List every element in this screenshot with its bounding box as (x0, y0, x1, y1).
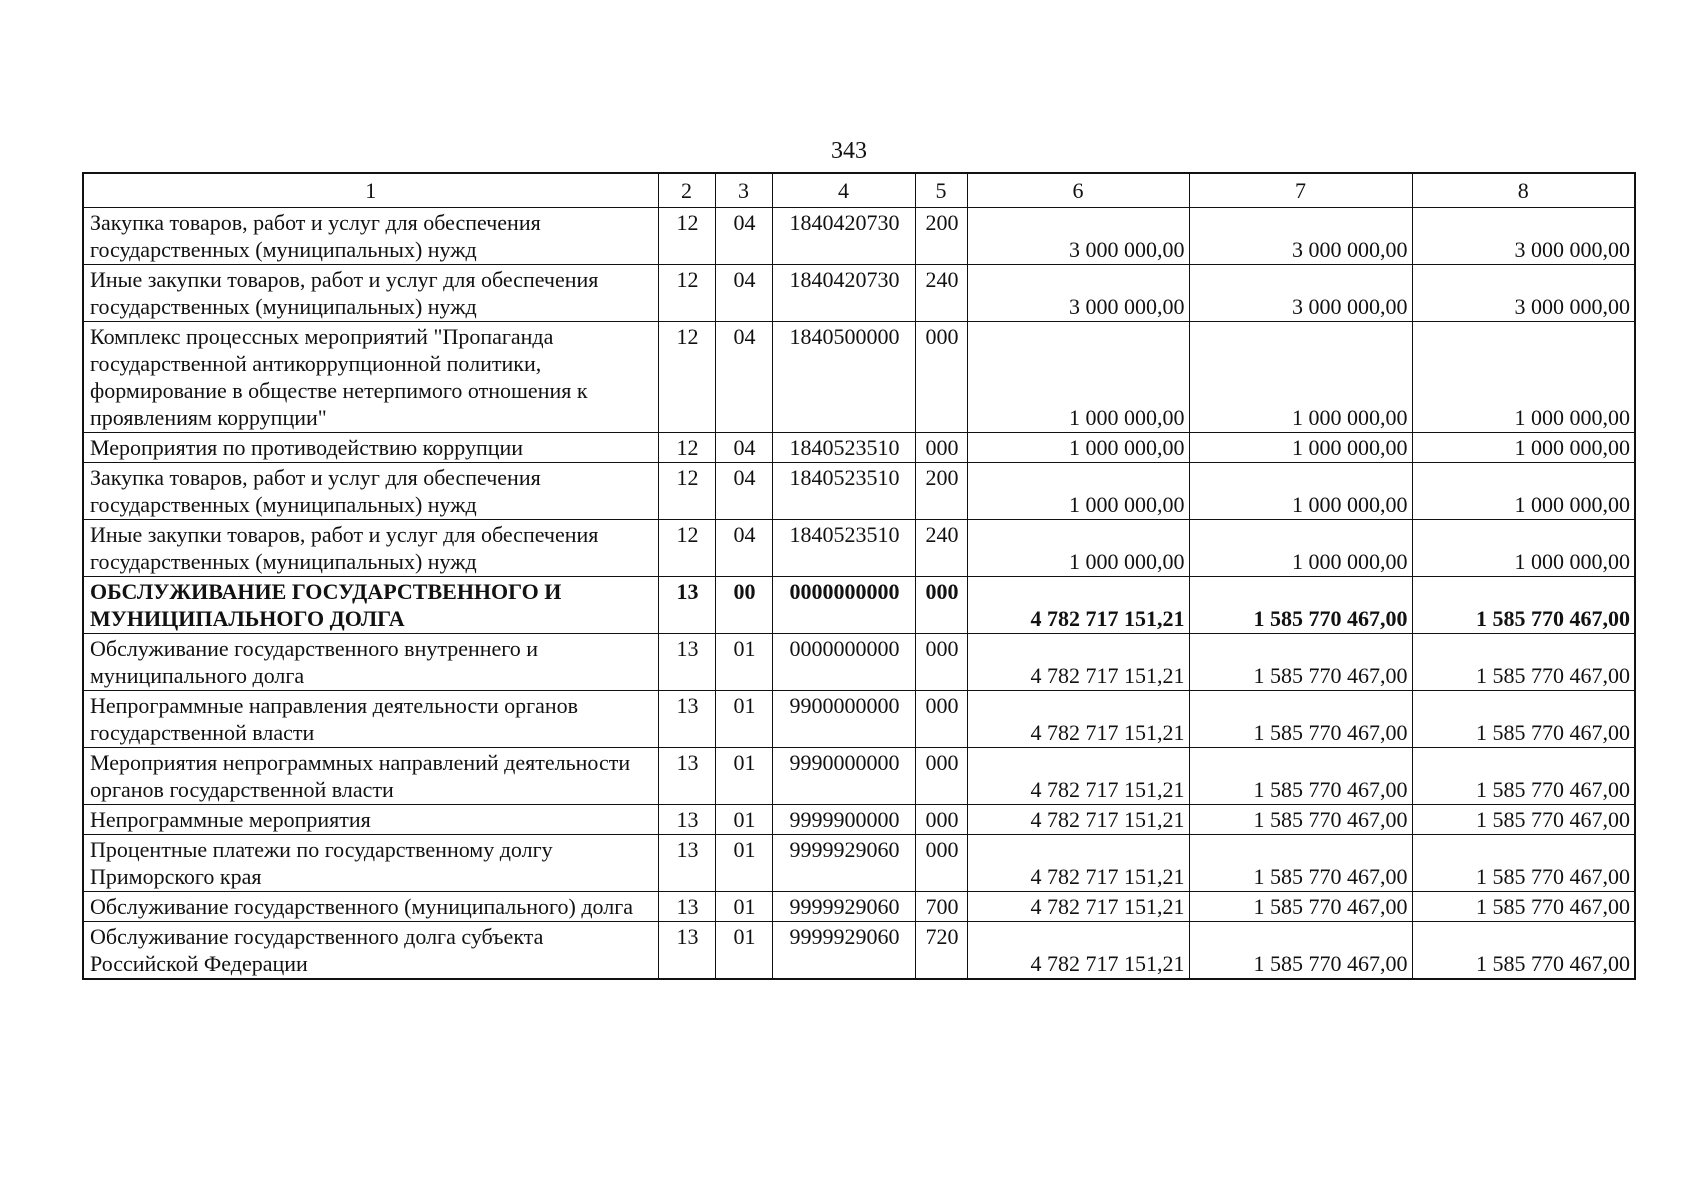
amount-col6-cell: 4 782 717 151,21 (967, 835, 1189, 892)
header-cell: 8 (1412, 173, 1635, 208)
amount-col7-cell: 3 000 000,00 (1189, 208, 1412, 265)
amount-col7-cell: 1 585 770 467,00 (1189, 892, 1412, 922)
amount-col7-cell: 1 585 770 467,00 (1189, 748, 1412, 805)
amount-col6-cell: 4 782 717 151,21 (967, 805, 1189, 835)
subsection-code-cell: 01 (715, 892, 772, 922)
amount-col6-cell: 4 782 717 151,21 (967, 892, 1189, 922)
expense-type-cell: 000 (915, 748, 967, 805)
row-name-cell: Мероприятия непрограммных направлений деятельности органов государственной власти (83, 748, 658, 805)
header-cell: 5 (915, 173, 967, 208)
expense-type-cell: 000 (915, 634, 967, 691)
amount-col6-cell: 4 782 717 151,21 (967, 691, 1189, 748)
amount-col8-cell: 1 585 770 467,00 (1412, 805, 1635, 835)
table-row (83, 892, 1635, 922)
amount-col6-cell: 4 782 717 151,21 (967, 634, 1189, 691)
expense-type-cell: 000 (915, 577, 967, 634)
expense-type-cell: 000 (915, 322, 967, 433)
table-row (83, 322, 1635, 433)
amount-col8-cell: 1 000 000,00 (1412, 433, 1635, 463)
amount-col8-cell: 1 585 770 467,00 (1412, 892, 1635, 922)
row-name-cell: Закупка товаров, работ и услуг для обеспечения государственных (муниципальных) нужд (83, 208, 658, 265)
section-code-cell: 13 (658, 691, 715, 748)
row-name-cell: Непрограммные мероприятия (83, 805, 658, 835)
amount-col8-cell: 1 585 770 467,00 (1412, 577, 1635, 634)
header-cell: 4 (772, 173, 915, 208)
amount-col7-cell: 1 585 770 467,00 (1189, 805, 1412, 835)
table-row (83, 835, 1635, 892)
amount-col6-cell: 1 000 000,00 (967, 463, 1189, 520)
amount-col8-cell: 1 585 770 467,00 (1412, 748, 1635, 805)
target-code-cell: 1840420730 (772, 208, 915, 265)
subsection-code-cell: 01 (715, 805, 772, 835)
section-code-cell: 12 (658, 463, 715, 520)
subsection-code-cell: 01 (715, 634, 772, 691)
section-code-cell: 12 (658, 265, 715, 322)
subsection-code-cell: 01 (715, 835, 772, 892)
subsection-code-cell: 04 (715, 322, 772, 433)
expense-type-cell: 700 (915, 892, 967, 922)
table-row (83, 577, 1635, 634)
row-name-cell: Иные закупки товаров, работ и услуг для обеспечения государственных (муниципальных) нужд (83, 520, 658, 577)
target-code-cell: 9999929060 (772, 892, 915, 922)
table-row (83, 520, 1635, 577)
header-cell: 6 (967, 173, 1189, 208)
amount-col6-cell: 1 000 000,00 (967, 520, 1189, 577)
amount-col7-cell: 1 000 000,00 (1189, 463, 1412, 520)
header-cell: 3 (715, 173, 772, 208)
page-number: 343 (831, 138, 867, 164)
row-name-cell: Комплекс процессных мероприятий "Пропаганда государственной антикоррупционной политики, формирование в обществе нетерпимого отношения к проявлениям коррупции" (83, 322, 658, 433)
subsection-code-cell: 04 (715, 433, 772, 463)
row-name-cell: Непрограммные направления деятельности органов государственной власти (83, 691, 658, 748)
amount-col6-cell: 3 000 000,00 (967, 208, 1189, 265)
subsection-code-cell: 01 (715, 922, 772, 980)
amount-col8-cell: 1 585 770 467,00 (1412, 922, 1635, 980)
table-row (83, 463, 1635, 520)
amount-col8-cell: 3 000 000,00 (1412, 208, 1635, 265)
target-code-cell: 0000000000 (772, 634, 915, 691)
target-code-cell: 1840523510 (772, 433, 915, 463)
amount-col7-cell: 1 585 770 467,00 (1189, 634, 1412, 691)
amount-col7-cell: 1 585 770 467,00 (1189, 922, 1412, 980)
section-code-cell: 12 (658, 520, 715, 577)
expense-type-cell: 000 (915, 691, 967, 748)
amount-col7-cell: 1 585 770 467,00 (1189, 835, 1412, 892)
section-code-cell: 12 (658, 433, 715, 463)
target-code-cell: 0000000000 (772, 577, 915, 634)
table-row (83, 805, 1635, 835)
target-code-cell: 1840500000 (772, 322, 915, 433)
row-name-cell: Закупка товаров, работ и услуг для обеспечения государственных (муниципальных) нужд (83, 463, 658, 520)
amount-col6-cell: 4 782 717 151,21 (967, 748, 1189, 805)
section-code-cell: 13 (658, 922, 715, 980)
expense-type-cell: 200 (915, 463, 967, 520)
amount-col6-cell: 1 000 000,00 (967, 433, 1189, 463)
subsection-code-cell: 01 (715, 748, 772, 805)
target-code-cell: 9900000000 (772, 691, 915, 748)
expense-type-cell: 000 (915, 805, 967, 835)
table-row (83, 208, 1635, 265)
amount-col6-cell: 4 782 717 151,21 (967, 922, 1189, 980)
row-name-cell: Обслуживание государственного долга субъекта Российской Федерации (83, 922, 658, 980)
amount-col7-cell: 3 000 000,00 (1189, 265, 1412, 322)
section-code-cell: 13 (658, 805, 715, 835)
amount-col7-cell: 1 000 000,00 (1189, 520, 1412, 577)
expense-type-cell: 000 (915, 433, 967, 463)
expense-type-cell: 720 (915, 922, 967, 980)
table-row (83, 922, 1635, 980)
target-code-cell: 1840523510 (772, 520, 915, 577)
amount-col8-cell: 3 000 000,00 (1412, 265, 1635, 322)
amount-col6-cell: 1 000 000,00 (967, 322, 1189, 433)
amount-col8-cell: 1 585 770 467,00 (1412, 691, 1635, 748)
target-code-cell: 9999929060 (772, 835, 915, 892)
subsection-code-cell: 00 (715, 577, 772, 634)
header-cell: 1 (83, 173, 658, 208)
amount-col8-cell: 1 000 000,00 (1412, 463, 1635, 520)
subsection-code-cell: 04 (715, 520, 772, 577)
amount-col8-cell: 1 585 770 467,00 (1412, 634, 1635, 691)
table-row (83, 634, 1635, 691)
table-row (83, 748, 1635, 805)
expense-type-cell: 240 (915, 520, 967, 577)
header-cell: 2 (658, 173, 715, 208)
target-code-cell: 9999900000 (772, 805, 915, 835)
row-name-cell: Иные закупки товаров, работ и услуг для обеспечения государственных (муниципальных) нужд (83, 265, 658, 322)
amount-col8-cell: 1 585 770 467,00 (1412, 835, 1635, 892)
section-code-cell: 13 (658, 835, 715, 892)
table-row (83, 691, 1635, 748)
amount-col6-cell: 3 000 000,00 (967, 265, 1189, 322)
row-name-cell: Процентные платежи по государственному долгу Приморского края (83, 835, 658, 892)
row-name-cell: Обслуживание государственного (муниципального) долга (83, 892, 658, 922)
expense-type-cell: 000 (915, 835, 967, 892)
amount-col6-cell: 4 782 717 151,21 (967, 577, 1189, 634)
section-code-cell: 12 (658, 208, 715, 265)
table-row (83, 265, 1635, 322)
expense-type-cell: 240 (915, 265, 967, 322)
table-row (83, 433, 1635, 463)
section-code-cell: 13 (658, 892, 715, 922)
section-code-cell: 12 (658, 322, 715, 433)
amount-col7-cell: 1 000 000,00 (1189, 433, 1412, 463)
subsection-code-cell: 01 (715, 691, 772, 748)
section-code-cell: 13 (658, 748, 715, 805)
row-name-cell: Обслуживание государственного внутреннего и муниципального долга (83, 634, 658, 691)
subsection-code-cell: 04 (715, 463, 772, 520)
subsection-code-cell: 04 (715, 265, 772, 322)
budget-table (82, 172, 1636, 980)
amount-col7-cell: 1 585 770 467,00 (1189, 577, 1412, 634)
header-cell: 7 (1189, 173, 1412, 208)
subsection-code-cell: 04 (715, 208, 772, 265)
section-code-cell: 13 (658, 577, 715, 634)
target-code-cell: 9999929060 (772, 922, 915, 980)
amount-col8-cell: 1 000 000,00 (1412, 322, 1635, 433)
target-code-cell: 1840523510 (772, 463, 915, 520)
amount-col7-cell: 1 000 000,00 (1189, 322, 1412, 433)
table-header-row (83, 173, 1635, 208)
section-code-cell: 13 (658, 634, 715, 691)
target-code-cell: 1840420730 (772, 265, 915, 322)
row-name-cell: ОБСЛУЖИВАНИЕ ГОСУДАРСТВЕННОГО И МУНИЦИПАЛЬНОГО ДОЛГА (83, 577, 658, 634)
expense-type-cell: 200 (915, 208, 967, 265)
amount-col7-cell: 1 585 770 467,00 (1189, 691, 1412, 748)
amount-col8-cell: 1 000 000,00 (1412, 520, 1635, 577)
target-code-cell: 9990000000 (772, 748, 915, 805)
row-name-cell: Мероприятия по противодействию коррупции (83, 433, 658, 463)
